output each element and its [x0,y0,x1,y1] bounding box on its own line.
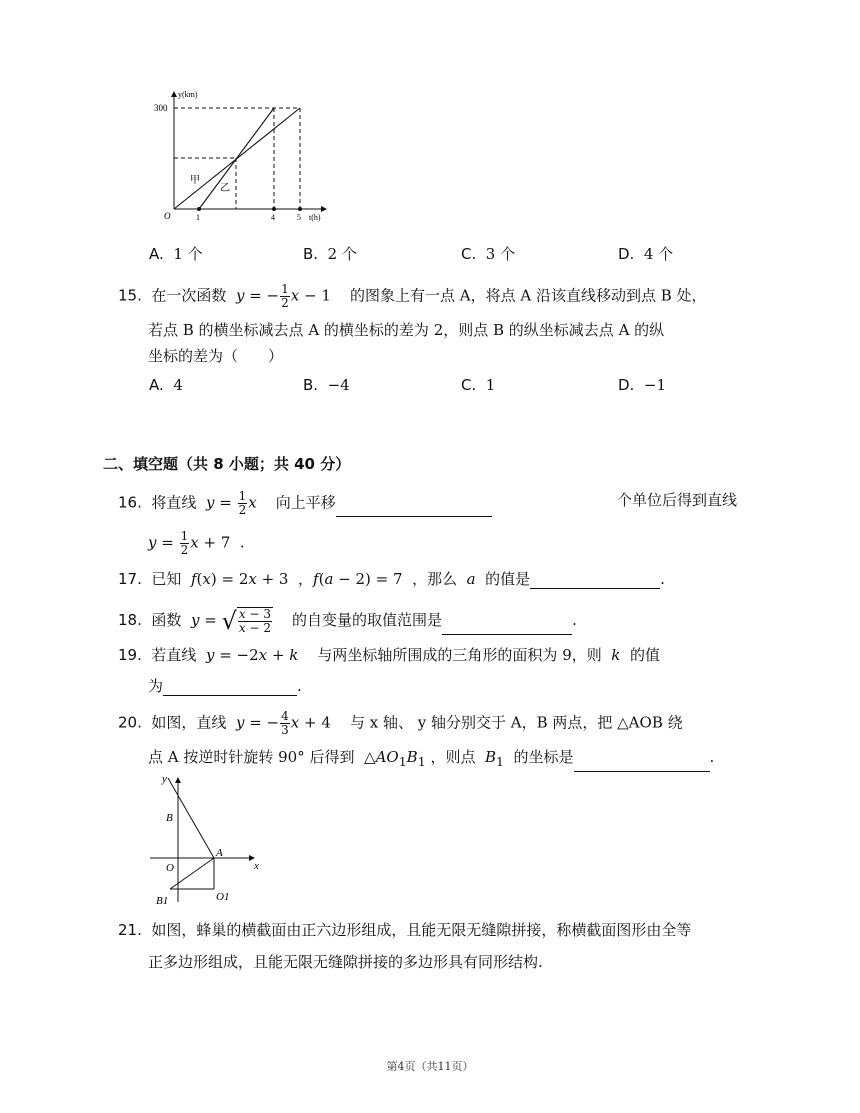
q16-line2: y = $\frac{1}{2}$ x + 7 . [148,529,245,557]
q14-option-d: D. 4 个 [618,245,674,263]
rotation-graph [150,774,270,909]
y-axis-label: y(km) [178,90,198,99]
q20-line2: 点 A 按逆时针旋转 90° 后得到 $\triangle AO_1B_1$ ，则点 $B_1$ 的坐标是 . [148,747,714,772]
svg-text:O1: O1 [216,891,230,903]
q15-line3: 坐标的差为（ ） [148,347,284,365]
q20-line1: 20. 如图，直线 y = − $\frac{4}{3}$ x + 4 与 x 轴、 y 轴分别交于 A，B 两点，把 △AOB 绕 [118,709,683,737]
q21-line1: 21. 如图，蜂巢的横截面由正六边形组成，且能无限无缝隙拼接，称横截面图形由全等 [118,921,692,939]
q18: 18. 函数 y = √ $\frac{x - 3}{x - 2}$ 的自变量的取值范围是 . [118,607,577,635]
q15-line2: 若点 B 的横坐标减去点 A 的横坐标的差为 2，则点 B 的纵坐标减去点 A 的纵 [148,321,665,339]
q17: 17. 已知 f(x) = 2x + 3 ，f(a − 2) = 7 ，那么 a 的值是 . [118,570,665,588]
origin-label: O [164,211,171,221]
y-tick-300: 300 [154,103,168,113]
q19-line1: 19. 若直线 y = −2x + k 与两坐标轴所围成的三角形的面积为 9，则 k 的值 [118,646,660,664]
q15-option-a: A. 4 [149,376,183,394]
q14-option-c: C. 3 个 [461,245,516,263]
svg-text:O: O [166,862,174,874]
q15-option-c: C. 1 [461,376,496,394]
q15-line1: 15. 在一次函数 y = − $\frac{1}{2}$ x − 1 的图象上有一点 A，将点 A 沿该直线移动到点 B 处， [118,282,707,310]
x-axis-label: t(h) [309,213,321,222]
svg-text:x: x [254,860,259,872]
q21-line2: 正多边形组成，且能无限无缝隙拼接的多边形具有同形结构. [148,953,543,971]
q14-option-a: A. 1 个 [149,245,203,263]
x-tick-1: 1 [196,213,200,222]
x-tick-4: 4 [271,213,275,222]
q16-line1: 16. 将直线 y = $\frac{1}{2}$ x 向上平移 [118,490,492,517]
x-tick-5: 5 [297,213,301,222]
distance-time-graph [148,86,338,226]
label-yi: 乙 [220,183,230,194]
svg-text:B: B [166,812,173,824]
q15-option-d: D. −1 [618,376,666,394]
label-jia: 甲 [190,175,200,186]
page-footer: 第4页（共11页） [386,1060,474,1073]
q14-option-b: B. 2 个 [303,245,357,263]
line-ab [168,778,214,858]
svg-text:A: A [216,847,223,859]
q19-line2: 为 . [148,677,302,695]
q15-option-b: B. −4 [303,376,350,394]
svg-text:B1: B1 [156,895,169,907]
svg-text:y: y [162,774,167,785]
section-title: 二、填空题（共 8 小题；共 40 分） [103,455,351,473]
q16-line1-tail: 个单位后得到直线 [617,491,738,509]
